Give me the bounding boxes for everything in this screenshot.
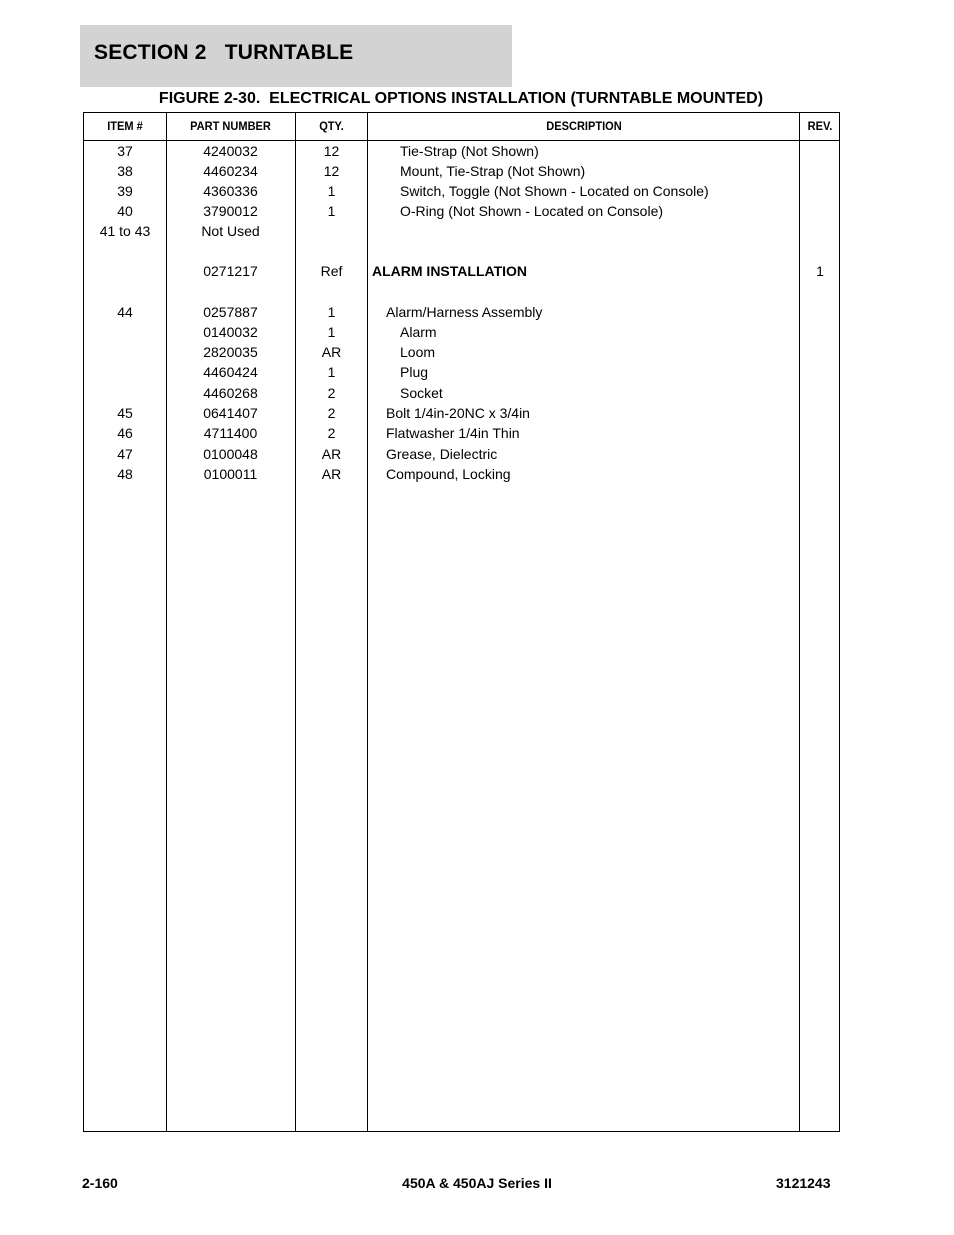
quantity: 1 bbox=[327, 304, 336, 320]
item-number: 40 bbox=[117, 203, 133, 219]
description: Bolt 1/4in-20NC x 3/4in bbox=[386, 405, 530, 421]
part-number: 2820035 bbox=[203, 344, 258, 360]
part-number: 0271217 bbox=[203, 263, 258, 279]
description: Alarm bbox=[400, 324, 437, 340]
quantity: 1 bbox=[327, 203, 336, 219]
header-rev: REV. bbox=[807, 119, 833, 133]
part-number: 3790012 bbox=[203, 203, 258, 219]
table-row bbox=[84, 444, 839, 464]
part-number: 4360336 bbox=[203, 183, 258, 199]
part-number: Not Used bbox=[201, 223, 260, 239]
description: Tie-Strap (Not Shown) bbox=[400, 143, 539, 159]
item-number: 44 bbox=[117, 304, 133, 320]
quantity: AR bbox=[321, 446, 342, 462]
description: Alarm/Harness Assembly bbox=[386, 304, 543, 320]
revision: 1 bbox=[816, 263, 824, 279]
item-number: 46 bbox=[117, 425, 133, 441]
table-row bbox=[84, 383, 839, 403]
quantity: 2 bbox=[327, 405, 336, 421]
item-number: 45 bbox=[117, 405, 133, 421]
table-row bbox=[84, 161, 839, 181]
quantity: AR bbox=[321, 466, 342, 482]
quantity: 1 bbox=[327, 364, 336, 380]
document-number: 3121243 bbox=[776, 1175, 831, 1191]
description: Grease, Dielectric bbox=[386, 446, 498, 462]
item-number: 47 bbox=[117, 446, 133, 462]
table-row bbox=[84, 141, 839, 161]
table-row bbox=[84, 464, 839, 484]
description: Flatwasher 1/4in Thin bbox=[386, 425, 520, 441]
description: O-Ring (Not Shown - Located on Console) bbox=[400, 203, 664, 219]
description: Loom bbox=[400, 344, 436, 360]
description: ALARM INSTALLATION bbox=[372, 263, 528, 279]
part-number: 0100011 bbox=[203, 466, 258, 482]
table-row bbox=[84, 302, 839, 322]
quantity: 1 bbox=[327, 183, 336, 199]
part-number: 0641407 bbox=[203, 405, 258, 421]
figure-title: FIGURE 2-30. ELECTRICAL OPTIONS INSTALLATION (TURNTABLE MOUNTED) bbox=[158, 90, 764, 107]
quantity: AR bbox=[321, 344, 342, 360]
part-number: 4460424 bbox=[203, 364, 258, 380]
header-qty: QTY. bbox=[319, 119, 344, 133]
item-number: 37 bbox=[117, 143, 133, 159]
item-number: 41 to 43 bbox=[99, 223, 151, 239]
part-number: 4460268 bbox=[203, 385, 258, 401]
item-number: 38 bbox=[117, 163, 133, 179]
description: Compound, Locking bbox=[386, 466, 511, 482]
section-title: SECTION 2 TURNTABLE bbox=[94, 41, 354, 64]
table-row bbox=[84, 261, 839, 281]
quantity: 12 bbox=[323, 163, 340, 179]
table-row bbox=[84, 322, 839, 342]
table-row bbox=[84, 342, 839, 362]
table-row bbox=[84, 181, 839, 201]
part-number: 0100048 bbox=[203, 446, 258, 462]
header-description: DESCRIPTION bbox=[546, 119, 622, 133]
parts-table bbox=[83, 112, 840, 1132]
description: Mount, Tie-Strap (Not Shown) bbox=[400, 163, 586, 179]
item-number: 39 bbox=[117, 183, 133, 199]
item-number: 48 bbox=[117, 466, 133, 482]
header-part-number: PART NUMBER bbox=[190, 119, 271, 133]
description: Switch, Toggle (Not Shown - Located on Console) bbox=[400, 183, 709, 199]
part-number: 0140032 bbox=[203, 324, 258, 340]
table-row bbox=[84, 221, 839, 241]
table-header-row bbox=[84, 113, 839, 141]
header-item: ITEM # bbox=[107, 119, 143, 133]
quantity: 2 bbox=[327, 385, 336, 401]
table-row bbox=[84, 362, 839, 382]
description: Socket bbox=[400, 385, 443, 401]
page-number: 2-160 bbox=[82, 1175, 118, 1191]
quantity: 1 bbox=[327, 324, 336, 340]
quantity: Ref bbox=[320, 263, 343, 279]
part-number: 0257887 bbox=[203, 304, 258, 320]
model-name: 450A & 450AJ Series II bbox=[402, 1175, 552, 1191]
table-row bbox=[84, 423, 839, 443]
part-number: 4460234 bbox=[203, 163, 258, 179]
part-number: 4711400 bbox=[203, 425, 258, 441]
description: Plug bbox=[400, 364, 429, 380]
quantity: 12 bbox=[323, 143, 340, 159]
quantity: 2 bbox=[327, 425, 336, 441]
part-number: 4240032 bbox=[203, 143, 258, 159]
table-row bbox=[84, 201, 839, 221]
table-row bbox=[84, 403, 839, 423]
